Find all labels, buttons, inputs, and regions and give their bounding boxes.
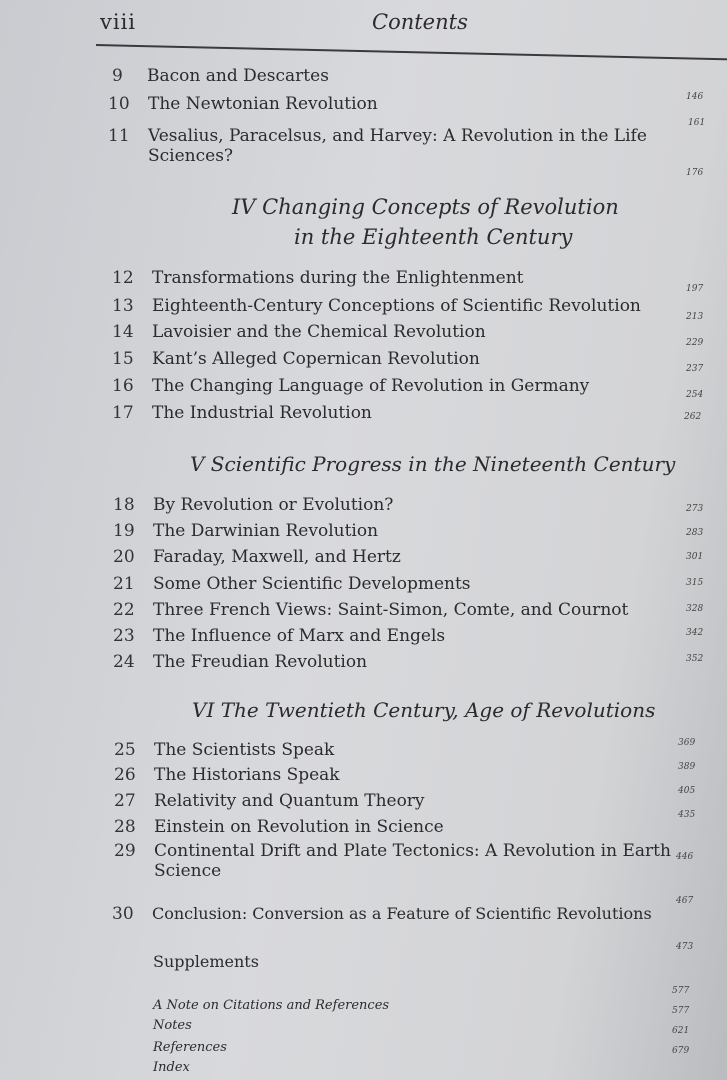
- backmatter-entry: Notes: [153, 1018, 192, 1033]
- chapter-number: 22: [113, 600, 135, 620]
- chapter-title: Some Other Scientific Developments: [153, 574, 471, 594]
- page-number: 262: [684, 412, 702, 422]
- chapter-title: The Influence of Marx and Engels: [153, 626, 446, 646]
- chapter-title: The Historians Speak: [154, 765, 340, 785]
- chapter-title: By Revolution or Evolution?: [153, 495, 394, 515]
- page-number: 352: [686, 654, 704, 664]
- chapter-title: Continental Drift and Plate Tectonics: A Revolution in Earth: [154, 841, 671, 861]
- supplements-heading: Supplements: [153, 952, 259, 971]
- chapter-number: 19: [113, 521, 135, 541]
- page-number: 254: [686, 390, 704, 400]
- chapter-title: The Freudian Revolution: [153, 652, 368, 672]
- page-number: 405: [678, 786, 696, 796]
- chapter-title: The Industrial Revolution: [152, 403, 372, 423]
- chapter-number: 27: [114, 791, 136, 811]
- chapter-number: 13: [112, 296, 134, 316]
- page-number: 342: [686, 628, 704, 638]
- page-number: 176: [686, 168, 704, 178]
- page-number: 197: [686, 284, 704, 294]
- chapter-title: The Newtonian Revolution: [148, 94, 378, 114]
- chapter-title: The Scientists Speak: [154, 740, 335, 760]
- chapter-title: Three French Views: Saint-Simon, Comte, and Cournot: [153, 600, 629, 620]
- chapter-title: The Changing Language of Revolution in Germany: [152, 376, 590, 396]
- page-number: 446: [676, 852, 694, 862]
- page-number: 229: [686, 338, 704, 348]
- chapter-title-continued: Sciences?: [148, 146, 234, 166]
- chapter-number: 18: [113, 495, 135, 515]
- page-number: 301: [686, 552, 704, 562]
- chapter-number: 28: [114, 817, 136, 837]
- page-number: 467: [676, 896, 694, 906]
- page-number: 389: [678, 762, 696, 772]
- chapter-title: The Darwinian Revolution: [153, 521, 379, 541]
- chapter-title-continued: Science: [154, 861, 222, 881]
- chapter-title: Eighteenth-Century Conceptions of Scientific Revolution: [152, 296, 641, 316]
- chapter-title: Kant’s Alleged Copernican Revolution: [152, 349, 480, 369]
- chapter-title: Einstein on Revolution in Science: [154, 817, 444, 837]
- backmatter-entry: Index: [153, 1060, 190, 1075]
- page-number: 435: [678, 810, 696, 820]
- chapter-number: 10: [108, 94, 130, 114]
- chapter-number: 21: [113, 574, 135, 594]
- chapter-number: 12: [112, 268, 134, 288]
- chapter-number: 25: [114, 740, 136, 760]
- page-number: 577: [672, 986, 690, 996]
- page-number: 283: [686, 528, 704, 538]
- chapter-title: Conclusion: Conversion as a Feature of Scientific Revolutions: [152, 904, 652, 923]
- part-heading: V Scientific Progress in the Nineteenth Century: [190, 452, 676, 476]
- page-title: Contents: [372, 10, 468, 34]
- page-number: 161: [688, 118, 706, 128]
- chapter-number: 20: [113, 547, 135, 567]
- chapter-number: 14: [112, 322, 134, 342]
- chapter-number: 30: [112, 904, 134, 924]
- chapter-number: 15: [112, 349, 134, 369]
- page-number: 679: [672, 1046, 690, 1056]
- chapter-number: 26: [114, 765, 136, 785]
- page-folio: viii: [100, 10, 137, 34]
- part-heading: VI The Twentieth Century, Age of Revolutions: [192, 698, 656, 722]
- chapter-title: Bacon and Descartes: [147, 66, 329, 86]
- page-number: 328: [686, 604, 704, 614]
- page-number: 315: [686, 578, 704, 588]
- page-number: 369: [678, 738, 696, 748]
- chapter-number: 23: [113, 626, 135, 646]
- backmatter-entry: A Note on Citations and References: [153, 998, 390, 1013]
- page-number: 473: [676, 942, 694, 952]
- chapter-title: Transformations during the Enlightenment: [152, 268, 524, 288]
- page-number: 146: [686, 92, 704, 102]
- chapter-number: 29: [114, 841, 136, 861]
- header-rule: [96, 44, 727, 61]
- part-heading: IV Changing Concepts of Revolution: [232, 195, 619, 219]
- page-number: 213: [686, 312, 704, 322]
- chapter-title: Relativity and Quantum Theory: [154, 791, 425, 811]
- chapter-number: 16: [112, 376, 134, 396]
- page-number: 273: [686, 504, 704, 514]
- chapter-title: Lavoisier and the Chemical Revolution: [152, 322, 486, 342]
- part-heading-continued: in the Eighteenth Century: [294, 225, 573, 249]
- chapter-title: Faraday, Maxwell, and Hertz: [153, 547, 401, 567]
- page-number: 621: [672, 1026, 690, 1036]
- backmatter-entry: References: [153, 1040, 227, 1055]
- page-number: 237: [686, 364, 704, 374]
- chapter-number: 24: [113, 652, 135, 672]
- chapter-number: 17: [112, 403, 134, 423]
- chapter-number: 11: [108, 126, 130, 146]
- page-number: 577: [672, 1006, 690, 1016]
- chapter-title: Vesalius, Paracelsus, and Harvey: A Revolution in the Life: [148, 126, 647, 146]
- chapter-number: 9: [112, 66, 123, 86]
